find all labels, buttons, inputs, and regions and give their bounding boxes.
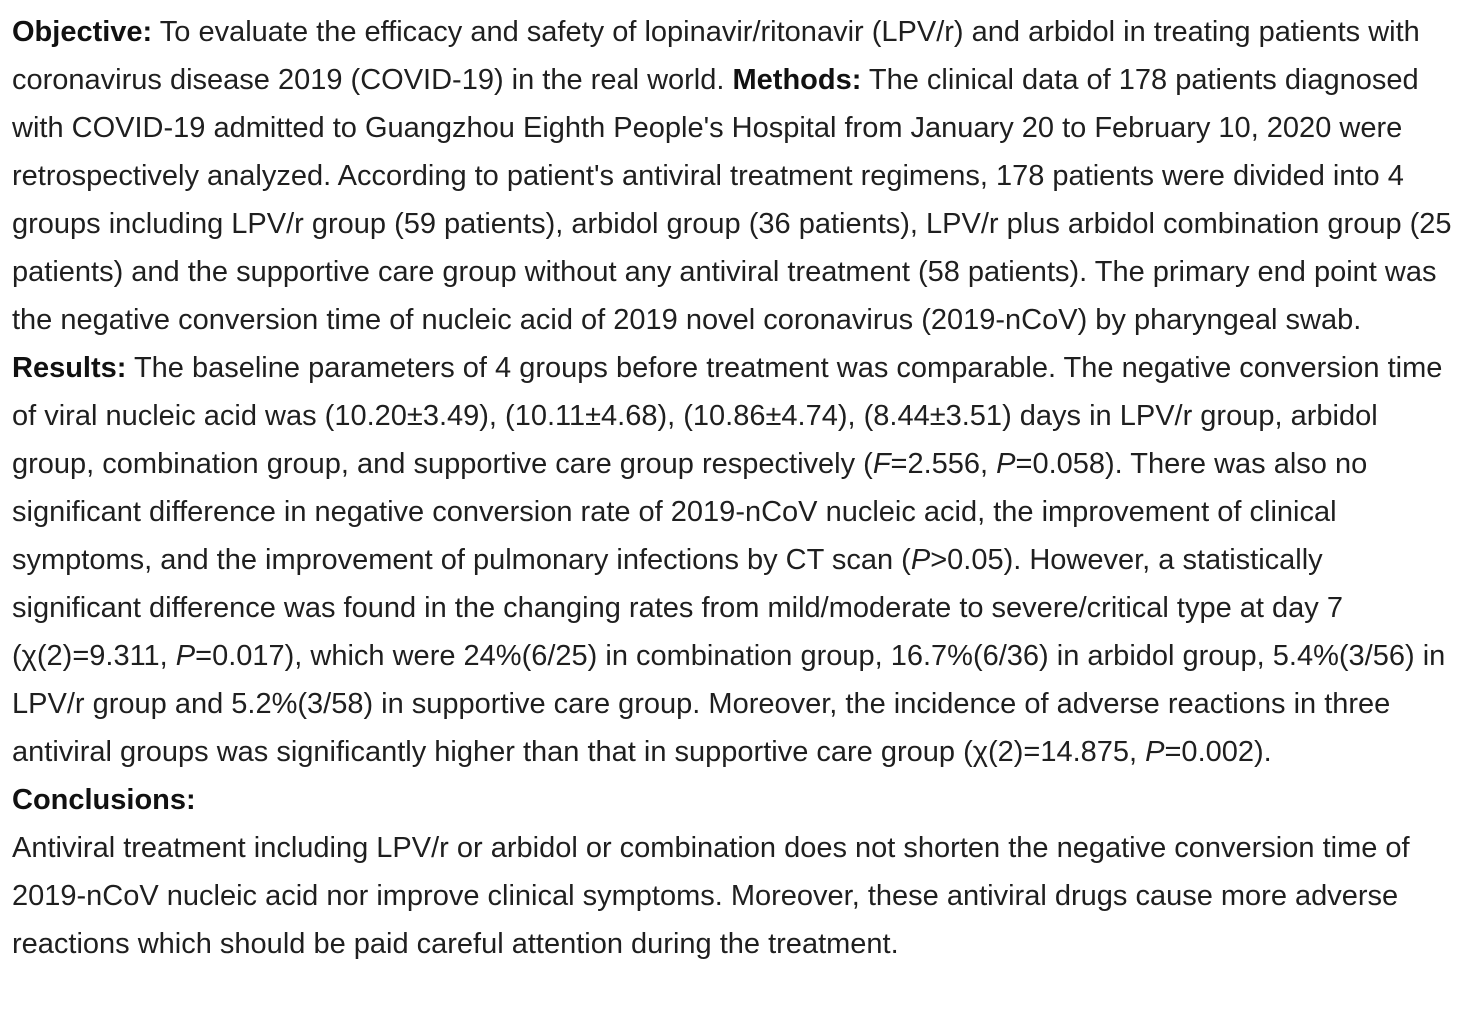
conclusions-label: Conclusions: xyxy=(12,784,196,816)
results-text-6: =0.002). xyxy=(1164,736,1272,768)
methods-text: The clinical data of 178 patients diagnosed with COVID-19 admitted to Guangzhou Eighth People's Hospital from January 20 to February 10, 2020 were retrospectively analyzed. According to patient's antiviral treatment regimens, 178 patients were divided into 4 groups including LPV/r group (59 patients), arbidol group (36 patients), LPV/r plus arbidol combination group (25 patients) and the supportive care group without any antiviral treatment (58 patients). The primary end point was the negative conversion time of nucleic acid of 2019 novel coronavirus (2019-nCoV) by pharyngeal swab. xyxy=(12,64,1452,336)
results-label: Results: xyxy=(12,352,127,384)
p-value-symbol: P xyxy=(996,448,1016,480)
conclusions-text: Antiviral treatment including LPV/r or arbidol or combination does not shorten the negative conversion time of 2019-nCoV nucleic acid nor improve clinical symptoms. Moreover, these antiviral drugs cause more adverse reactions which should be paid careful attention during the treatment. xyxy=(12,832,1410,960)
results-text-2: =2.556, xyxy=(890,448,997,480)
results-text-5: =0.017), which were 24%(6/25) in combination group, 16.7%(6/36) in arbidol group, 5.4%(3/56) in LPV/r group and 5.2%(3/58) in supportive care group. Moreover, the incidence of adverse reactions in three antiviral groups was significantly higher than that in supportive care group (χ(2)=14.875, xyxy=(12,640,1446,768)
f-statistic-symbol: F xyxy=(872,448,891,480)
results-text-1: The baseline parameters of 4 groups before treatment was comparable. The negative conversion time of viral nucleic acid was (10.20±3.49), (10.11±4.68), (10.86±4.74), (8.44±3.51) days in LPV/r group, arbidol group, combination group, and supportive care group respectively ( xyxy=(12,352,1443,480)
objective-text: To evaluate the efficacy and safety of lopinavir/ritonavir (LPV/r) and arbidol in treating patients with coronavirus disease 2019 (COVID-19) in the real world. xyxy=(12,16,1420,96)
p-value-symbol: P xyxy=(910,544,931,576)
results-text-3: =0.058). There was also no significant difference in negative conversion rate of 2019-nCoV nucleic acid, the improvement of clinical symptoms, and the improvement of pulmonary infections by CT scan ( xyxy=(12,448,1368,576)
p-value-symbol: P xyxy=(175,640,196,672)
objective-label: Objective: xyxy=(12,16,153,48)
methods-label: Methods: xyxy=(732,64,862,96)
p-value-symbol: P xyxy=(1145,736,1165,768)
results-text-4: >0.05). However, a statistically significant difference was found in the changing rates from mild/moderate to severe/critical type at day 7 (χ(2)=9.311, xyxy=(12,544,1343,672)
